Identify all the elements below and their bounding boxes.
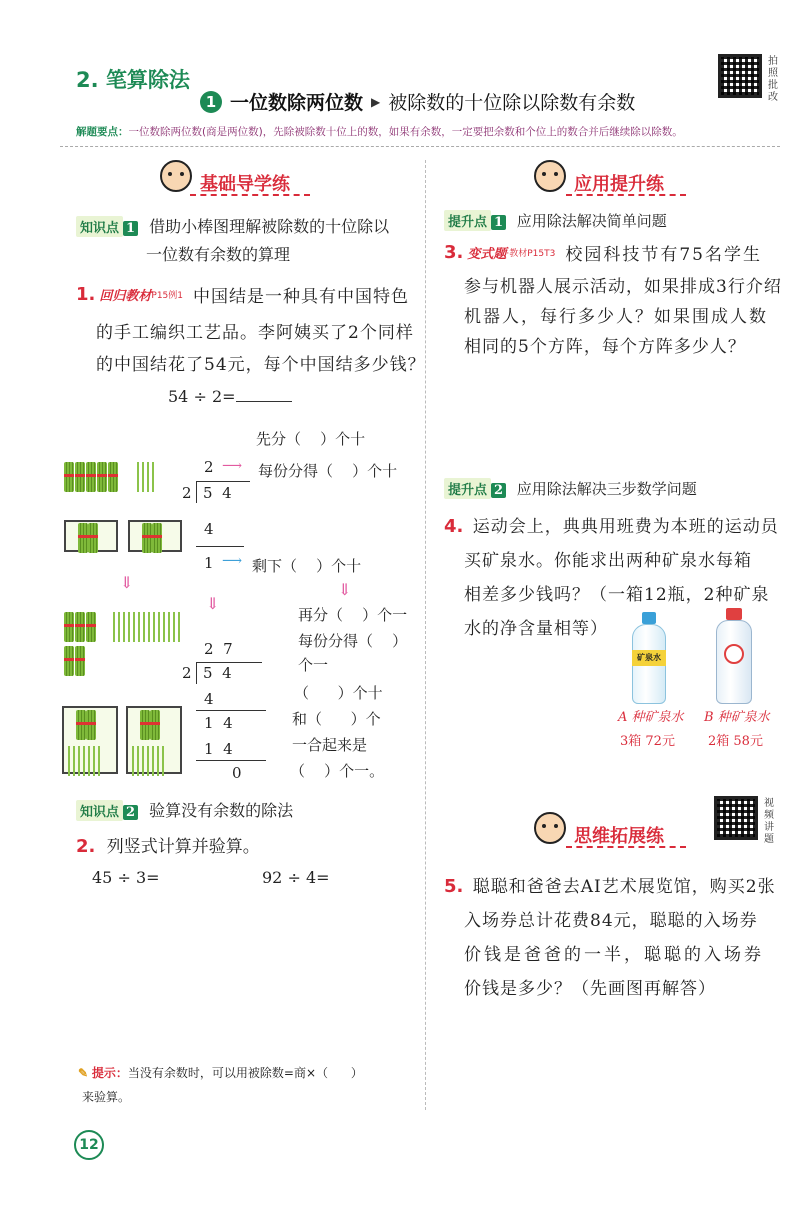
- key-points-text: 一位数除两位数(商是两位数)，先除被除数十位上的数，如果有余数，一定要把余数和个位上的数合并后继续除以除数。: [128, 126, 683, 138]
- div2-sub2: 1 4: [204, 740, 233, 758]
- bottle-b-price: 2箱 58元: [708, 734, 763, 749]
- arrow-icon-2: ⟶: [222, 553, 243, 569]
- div1-line: [196, 546, 244, 547]
- q3-line2: 参与机器人展示活动，如果排成3行介绍: [464, 277, 782, 297]
- bottle-b-badge: [724, 644, 744, 664]
- q1-badge: 回归教材: [99, 289, 152, 304]
- div1-sub: 4: [204, 520, 214, 538]
- header-divider: [60, 146, 780, 147]
- q2-number: 2.: [76, 836, 96, 857]
- q1-step1: 先分（ ）个十: [256, 430, 366, 448]
- q1-expression: [168, 387, 292, 406]
- lesson-number-badge: 1: [200, 91, 222, 113]
- q2-text: 列竖式计算并验算。: [106, 837, 260, 857]
- qr-code-icon: [718, 54, 762, 98]
- bottle-a-image: [624, 612, 674, 704]
- div2-sub1: 4: [204, 690, 214, 708]
- q1-line3: 的中国结花了54元，每个中国结多少钱？: [96, 355, 426, 375]
- q2-expr2: 92 ÷ 4=: [262, 868, 330, 887]
- question-2: [76, 832, 260, 857]
- q1-expr-text: 54 ÷ 2=: [168, 387, 236, 406]
- section-expand-title: 思维拓展练: [574, 826, 664, 847]
- question-5: [444, 872, 776, 897]
- q5-line4: 价钱是多少？（先画图再解答）: [464, 979, 716, 999]
- q5-line1: 聪聪和爸爸去AI艺术展览馆，购买2张: [472, 877, 776, 897]
- kd1-line1: 借助小棒图理解被除数的十位除以: [149, 217, 390, 236]
- q4-number: 4.: [444, 516, 464, 537]
- question-3: [444, 240, 762, 265]
- question-1: [76, 282, 409, 307]
- sticks-group-top: [64, 462, 157, 496]
- div2-mid: 1 4: [204, 714, 233, 732]
- q1-line1: 中国结是一种具有中国特色: [193, 287, 409, 307]
- section-apply-title: 应用提升练: [574, 174, 664, 195]
- hint-text: 当没有余数时，可以用被除数=商×（ ）: [127, 1066, 363, 1080]
- kd2-text: 验算没有余数的除法: [149, 801, 294, 820]
- q1-step6: （ ）个十: [294, 684, 383, 702]
- kd2-tag: 知识点: [76, 800, 123, 821]
- q3-number: 3.: [444, 242, 464, 263]
- q1-step8: 一合起来是: [292, 736, 368, 754]
- bottle-a-price: 3箱 72元: [620, 734, 675, 749]
- div1-divisor: 2: [182, 484, 192, 502]
- q1-step4: 再分（ ）个一: [298, 606, 408, 624]
- bottle-b-name: B 种矿泉水: [704, 710, 770, 725]
- q1-step9: （ ）个一。: [290, 762, 385, 780]
- div2-line2: [196, 760, 266, 761]
- q3-line3: 机器人，每行多少人？如果围成人数: [464, 307, 768, 327]
- qr-code-icon-2: [714, 796, 758, 840]
- hint-text-2: 来验算。: [82, 1090, 131, 1104]
- bottle-a-label: 矿泉水: [632, 650, 666, 666]
- q3-badge-ref: ·教材P15T3: [506, 249, 556, 259]
- mascot-expand: [534, 812, 566, 844]
- hint-icon: ✎: [78, 1066, 89, 1080]
- key-points: [76, 124, 766, 139]
- mascot-apply: [534, 160, 566, 192]
- page-number: 12: [74, 1130, 104, 1160]
- qr-label-video: 视频讲题: [764, 798, 774, 845]
- q4-line1: 运动会上，典典用班费为本班的运动员: [472, 517, 779, 537]
- tsd1-num: 1: [491, 215, 506, 230]
- div1-rem: 1: [204, 554, 214, 572]
- knowledge-point-2: [76, 798, 293, 821]
- q3-badge: 变式题: [467, 247, 507, 262]
- q2-expr1: 45 ÷ 3=: [92, 868, 160, 887]
- section-basic-title: 基础导学练: [200, 174, 290, 195]
- pink-arrow-down-1: ⇓: [120, 573, 134, 592]
- div2-line1: [196, 710, 266, 711]
- lesson-subtitle: 被除数的十位除以除数有余数: [388, 92, 636, 114]
- q1-number: 1.: [76, 284, 96, 305]
- knowledge-point-1: [76, 214, 389, 237]
- tsd2-tag: 提升点: [444, 478, 491, 499]
- bottle-a-name: A 种矿泉水: [618, 710, 684, 725]
- triangle-arrow-icon: ▶: [371, 94, 381, 109]
- qr-code-grading[interactable]: [718, 54, 762, 98]
- sticks-box-4: [126, 706, 182, 774]
- div2-bracket-top: [196, 662, 262, 663]
- sticks-group-bottom-2: [64, 646, 86, 680]
- q1-badge-ref: P15例1: [151, 291, 183, 301]
- lesson-title: 一位数除两位数: [230, 92, 364, 114]
- bottle-b-image: [710, 608, 760, 704]
- sticks-box-1: [64, 520, 118, 552]
- mascot-basic: [160, 160, 192, 192]
- kd1-line2: 一位数有余数的算理: [146, 245, 291, 264]
- pink-arrow-down-2: ⇓: [206, 594, 220, 613]
- kd1-tag: 知识点: [76, 216, 123, 237]
- q3-line4: 相同的5个方阵，每个方阵多少人？: [464, 337, 746, 357]
- div1-dividend: 5 4: [203, 484, 232, 502]
- sticks-box-3: [62, 706, 118, 774]
- question-4: [444, 512, 779, 537]
- q3-line1: 校园科技节有75名学生: [565, 245, 762, 265]
- sticks-box-2: [128, 520, 182, 552]
- tsd1-text: 应用除法解决简单问题: [516, 212, 667, 230]
- improve-point-2: [444, 478, 697, 499]
- div2-divisor: 2: [182, 664, 192, 682]
- q1-step5b: 个一: [298, 656, 329, 674]
- kd1-num: 1: [123, 221, 138, 236]
- q5-number: 5.: [444, 876, 464, 897]
- section-basic-underline: [190, 194, 310, 196]
- q5-line2: 入场券总计花费84元，聪聪的入场券: [464, 911, 758, 931]
- section-title: 2. 笔算除法: [76, 68, 190, 92]
- section-expand-underline: [566, 846, 686, 848]
- sticks-group-bottom: [64, 612, 183, 646]
- q4-line3: 相差多少钱吗？（一箱12瓶，2种矿泉: [464, 585, 770, 605]
- q5-line3: 价钱是爸爸的一半，聪聪的入场券: [464, 945, 764, 965]
- div1-bracket-side: [196, 481, 197, 503]
- q1-line2: 的手工编织工艺品。李阿姨买了2个同样: [96, 323, 414, 343]
- tsd1-tag: 提升点: [444, 210, 491, 231]
- qr-code-video[interactable]: [714, 796, 758, 840]
- qr-label-grading: 拍照批改: [768, 56, 778, 103]
- q1-step5: 每份分得（ ）: [298, 632, 408, 650]
- column-divider: [425, 160, 426, 1110]
- q1-step7: 和（ ）个: [292, 710, 381, 728]
- hint: [78, 1064, 363, 1081]
- div2-dividend: 5 4: [203, 664, 232, 682]
- improve-point-1: [444, 210, 667, 231]
- lesson-header: [200, 88, 635, 115]
- section-apply-underline: [566, 194, 686, 196]
- kd2-num: 2: [123, 805, 138, 820]
- arrow-icon-1: ⟶: [222, 458, 243, 474]
- q1-answer-blank[interactable]: [236, 401, 292, 402]
- hint-label: 提示：: [91, 1066, 128, 1080]
- pink-arrow-down-3: ⇓: [338, 580, 352, 599]
- key-points-label: 解题要点：: [76, 126, 129, 138]
- div1-quotient: 2: [204, 458, 214, 476]
- div1-bracket-top: [196, 481, 250, 482]
- div2-bracket-side: [196, 662, 197, 684]
- q4-line4: 水的净含量相等）: [464, 619, 608, 639]
- div2-quotient: 2 7: [204, 640, 233, 658]
- tsd2-num: 2: [491, 483, 506, 498]
- div2-rem: 0: [232, 764, 242, 782]
- q1-step2: 每份分得（ ）个十: [258, 462, 398, 480]
- tsd2-text: 应用除法解决三步数学问题: [516, 480, 697, 498]
- q1-step3: 剩下（ ）个十: [252, 557, 362, 575]
- q4-line2: 买矿泉水。你能求出两种矿泉水每箱: [464, 551, 752, 571]
